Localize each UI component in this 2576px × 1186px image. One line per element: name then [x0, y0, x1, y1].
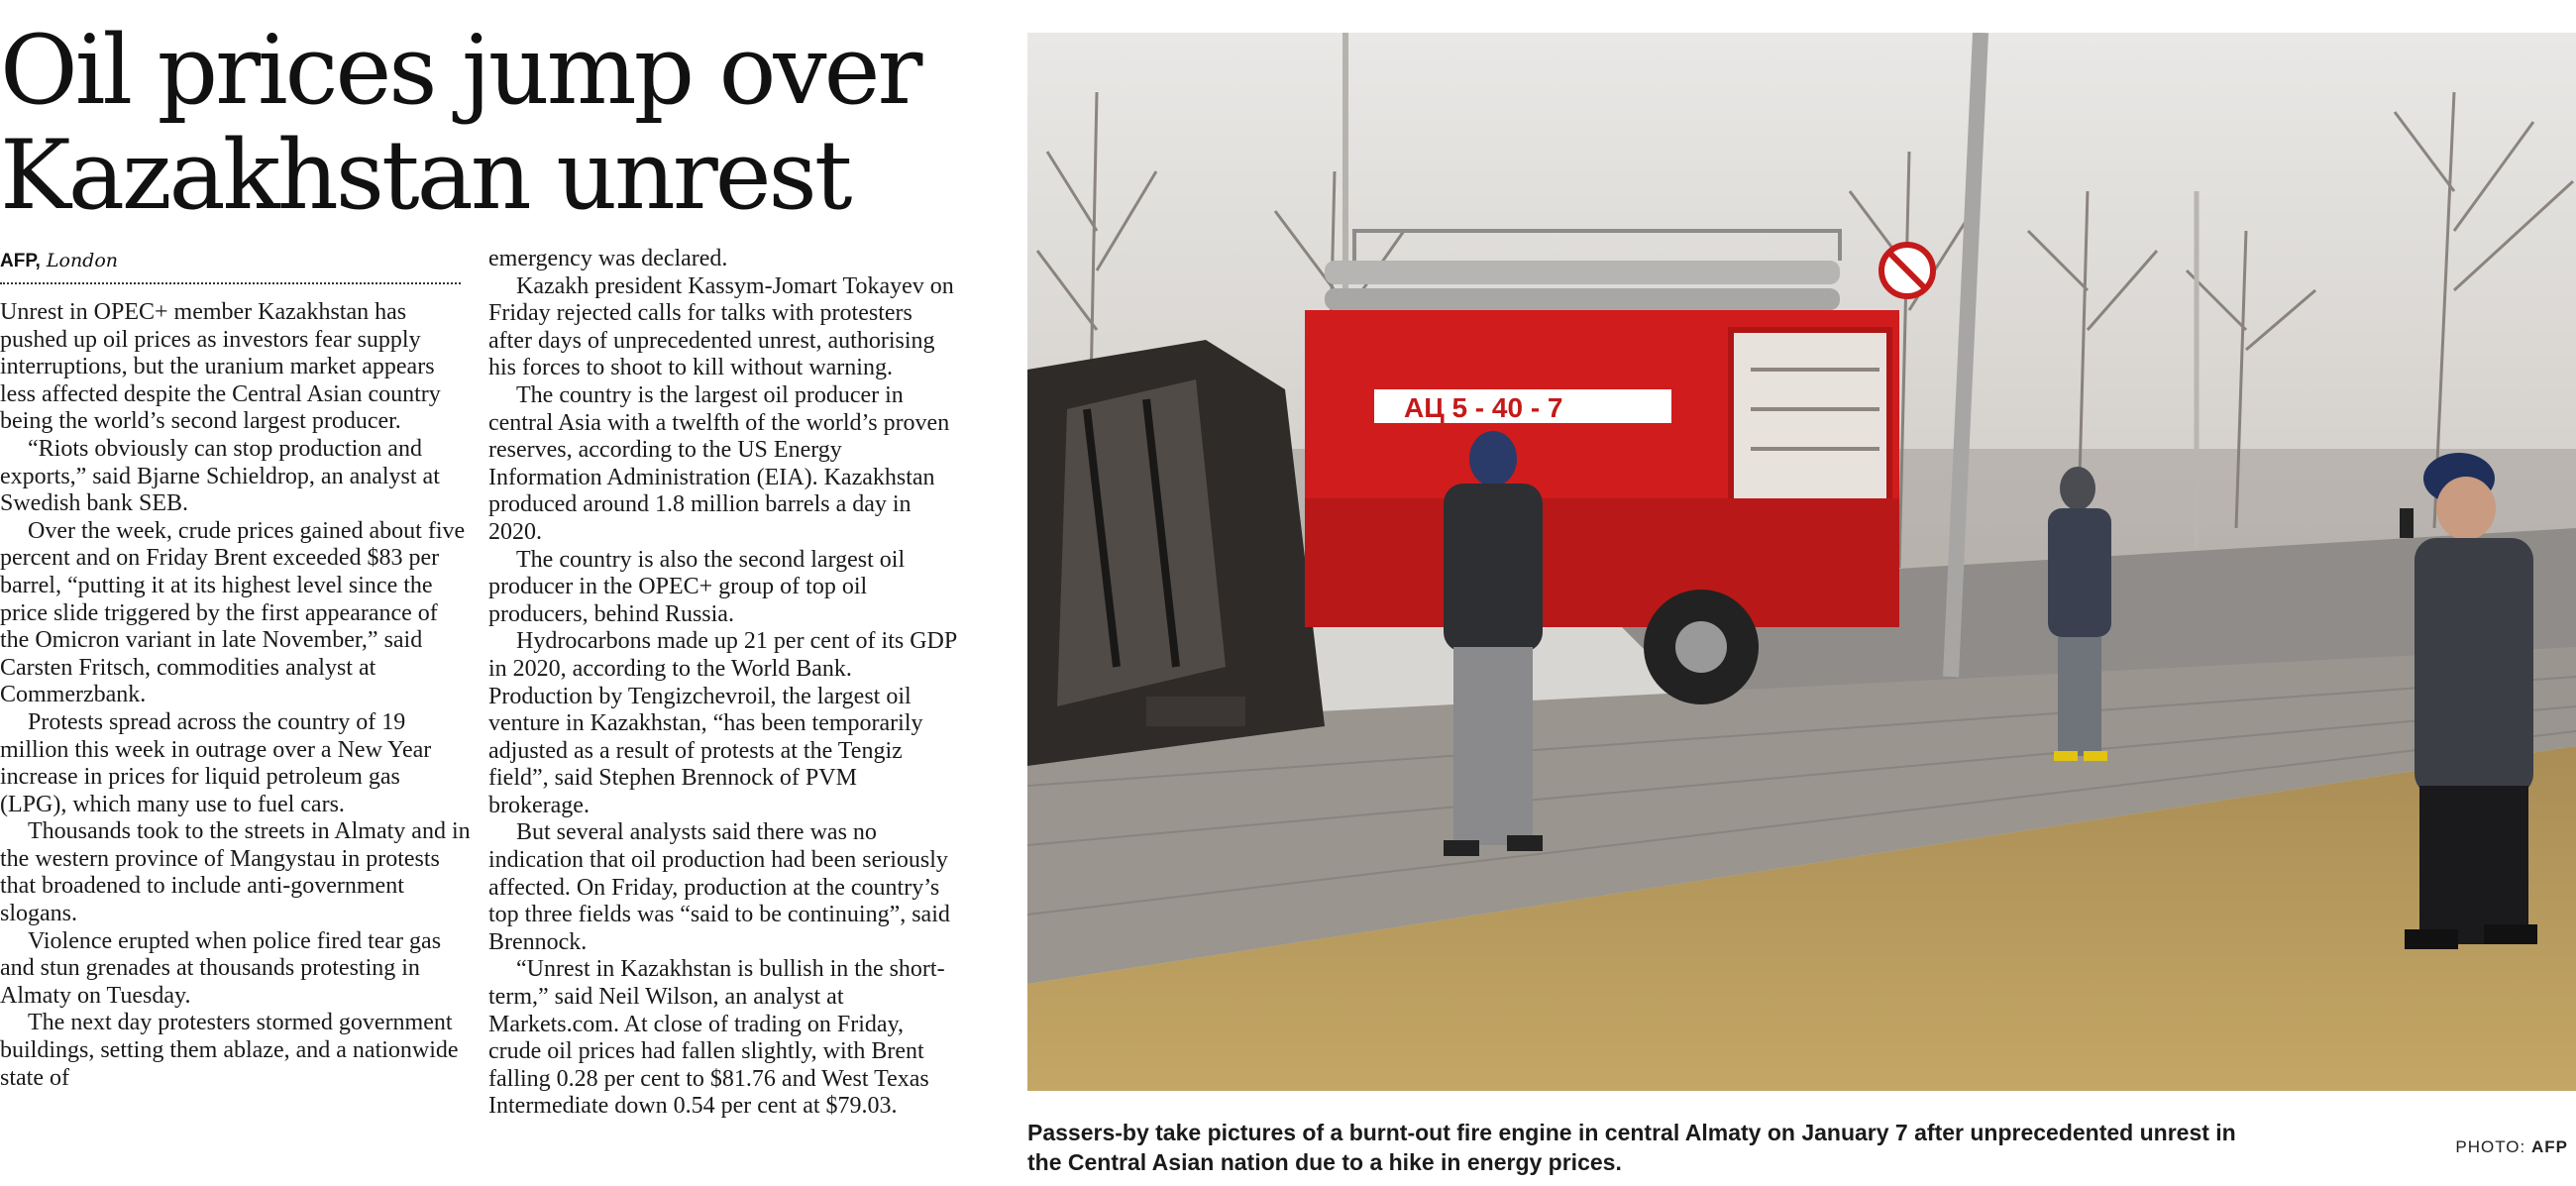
paragraph: Thousands took to the streets in Almaty and in the western province of Mangystau in protests that broadened to include anti-government slogans.	[0, 818, 471, 927]
byline-location: London	[46, 250, 119, 271]
article-column-2	[488, 246, 959, 1121]
truck-plate: АЦ 5 - 40 - 7	[1404, 392, 1563, 423]
headline: Oil prices jump over Kazakhstan unrest	[0, 15, 920, 231]
paragraph: Over the week, crude prices gained about five percent and on Friday Brent exceeded $83 per barrel, “putting it at its highest level since the price slide triggered by the first appearance of the Omicron variant in late November,” said Carsten Fritsch, commodities analyst at Commerzbank.	[0, 517, 466, 708]
paragraph: Hydrocarbons made up 21 per cent of its GDP in 2020, according to the World Bank. Production by Tengizchevroil, the largest oil venture in Kazakhstan, “has been temporarily adjusted as a result of protests at the Tengiz field”, said Stephen Brennock of PVM brokerage.	[488, 628, 957, 818]
no-parking-sign-icon	[1881, 245, 1933, 296]
byline	[0, 248, 461, 284]
paragraph: Kazakh president Kassym-Jomart Tokayev on Friday rejected calls for talks with protesters after days of unprecedented unrest, authorising his forces to shoot to kill without warning.	[488, 272, 954, 381]
news-photo	[1027, 33, 2576, 1091]
photo-credit-agency: AFP	[2531, 1137, 2568, 1156]
paragraph: “Unrest in Kazakhstan is bullish in the short-term,” said Neil Wilson, an analyst at Markets.com. At close of trading on Friday, crude oil prices had fallen slightly, with Brent falling 0.28 per cent to $81.76 and West Texas Intermediate down 0.54 per cent at $79.03.	[488, 956, 945, 1120]
man-in-jacket	[1444, 431, 1543, 856]
paragraph: Unrest in OPEC+ member Kazakhstan has pushed up oil prices as investors fear supply interruptions, but the uranium market appears less affected despite the Central Asian country being the world’s second largest producer.	[0, 299, 441, 435]
paragraph: The country is also the second largest oil producer in the OPEC+ group of top oil producers, behind Russia.	[488, 546, 906, 627]
paragraph: Violence erupted when police fired tear gas and stun grenades at thousands protesting in Almaty on Tuesday.	[0, 927, 442, 1009]
paragraph: Protests spread across the country of 19 million this week in outrage over a New Year increase in prices for liquid petroleum gas (LPG), which many use to fuel cars.	[0, 708, 432, 817]
paragraph: But several analysts said there was no indication that oil production had been seriously affected. On Friday, production at the country’s top three fields was “said to be continuing”, said Brennock.	[488, 819, 950, 955]
burnt-truck-cab	[1027, 340, 1325, 766]
paragraph: The country is the largest oil producer in central Asia with a twelfth of the world’s proven reserves, according to the US Energy Information Administration (EIA). Kazakhstan produced around 1.8 million barrels a day in 2020.	[488, 381, 950, 545]
article-column-1	[0, 299, 471, 1092]
paragraph: “Riots obviously can stop production and exports,” said Bjarne Schieldrop, an analyst at Swedish bank SEB.	[0, 435, 440, 517]
byline-agency: AFP,	[0, 251, 41, 271]
paragraph: The next day protesters stormed government buildings, setting them ablaze, and a nationwide state of	[0, 1010, 459, 1091]
photo-credit-label: PHOTO:	[2455, 1137, 2526, 1156]
photo-caption: Passers-by take pictures of a burnt-out fire engine in central Almaty on January 7 after unprecedented unrest in the Central Asian nation due to a hike in energy prices.	[1027, 1120, 2236, 1175]
photo-illustration	[1027, 33, 2576, 1091]
paragraph: emergency was declared.	[488, 246, 728, 271]
photo-credit	[2455, 1137, 2568, 1157]
